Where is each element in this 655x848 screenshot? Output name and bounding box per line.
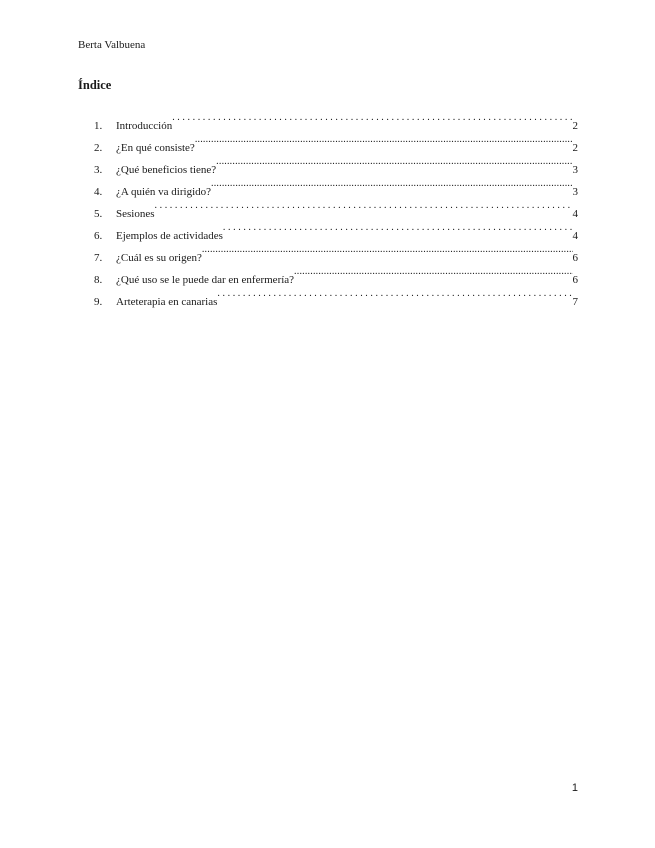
toc-entry-page: 2: [572, 142, 578, 154]
toc-entry-page: 2: [572, 120, 578, 132]
dot-leader: [202, 239, 573, 261]
toc-entry-number: 3.: [94, 164, 103, 176]
dot-leader: [294, 261, 572, 283]
toc-entry-page: 3: [572, 186, 578, 198]
toc-entry-number: 1.: [94, 120, 103, 132]
document-header-author: Berta Valbuena: [78, 39, 146, 51]
dot-leader: [155, 195, 573, 217]
dot-leader: [216, 151, 572, 173]
toc-entry-introduccion[interactable]: [94, 107, 578, 132]
toc-entry-title: Sesiones: [116, 208, 155, 220]
dot-leader: [211, 173, 572, 195]
table-of-contents: [94, 107, 578, 308]
toc-entry-sesiones[interactable]: [94, 195, 578, 220]
toc-entry-page: 4: [572, 230, 578, 242]
toc-entry-title: ¿Cuál es su origen?: [116, 252, 202, 264]
dot-leader: [195, 129, 573, 151]
toc-entry-title: ¿Qué uso se le puede dar en enfermería?: [116, 274, 295, 286]
toc-entry-title: Ejemplos de actividades: [116, 230, 223, 242]
page-number: 1: [571, 782, 578, 794]
toc-entry-title: ¿Qué beneficios tiene?: [116, 164, 217, 176]
toc-entry-number: 6.: [94, 230, 103, 242]
toc-entry-page: 4: [572, 208, 578, 220]
toc-entry-title: ¿A quién va dirigido?: [116, 186, 212, 198]
dot-leader: [172, 107, 572, 129]
toc-entry-number: 9.: [94, 296, 103, 308]
toc-entry-page: 6: [572, 252, 578, 264]
toc-entry-page: 7: [572, 296, 578, 308]
dot-leader: [223, 217, 573, 239]
toc-entry-title: ¿En qué consiste?: [116, 142, 195, 154]
toc-entry-title: Arteterapia en canarias: [116, 296, 218, 308]
toc-entry-number: 8.: [94, 274, 103, 286]
toc-entry-number: 4.: [94, 186, 103, 198]
toc-entry-page: 6: [572, 274, 578, 286]
toc-entry-ejemplos-de-actividades[interactable]: [94, 217, 578, 242]
toc-entry-number: 2.: [94, 142, 103, 154]
toc-entry-page: 3: [572, 164, 578, 176]
dot-leader: [217, 283, 572, 305]
toc-entry-number: 7.: [94, 252, 103, 264]
toc-entry-title: Introducción: [116, 120, 173, 132]
toc-heading: Índice: [78, 78, 112, 92]
toc-entry-number: 5.: [94, 208, 103, 220]
